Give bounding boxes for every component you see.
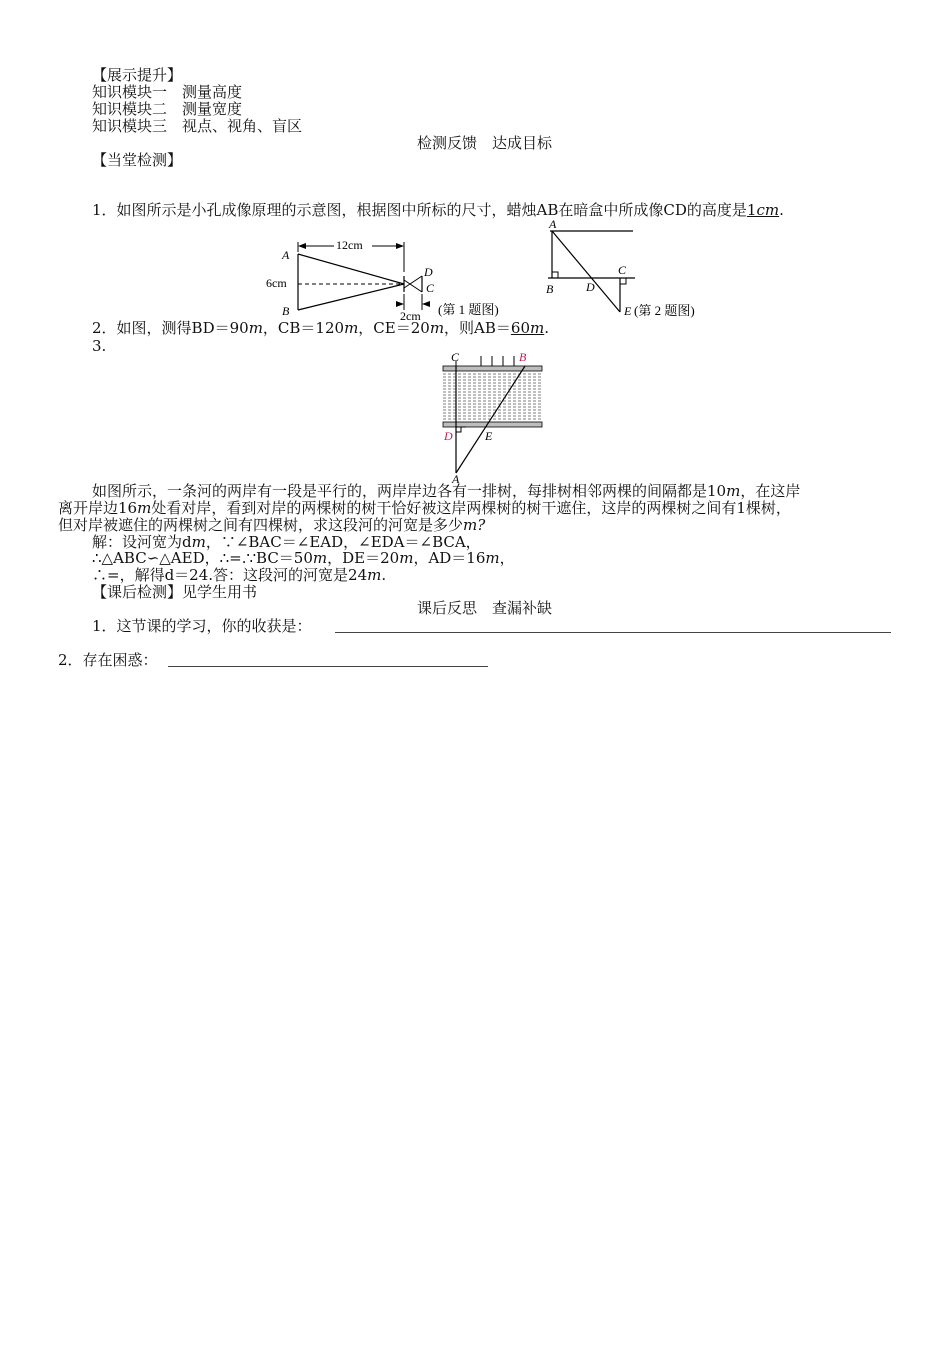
- fig3-label-d: D: [444, 429, 453, 443]
- question-1: 1．如图所示是小孔成像原理的示意图，根据图中所标的尺寸，蜡烛AB在暗盒中所成像CD的高度是1cm.: [92, 201, 784, 219]
- fig1-label-a: A: [282, 248, 290, 262]
- fig3-label-a: A: [452, 472, 460, 484]
- reflection-title: 课后反思 查漏补缺: [417, 599, 553, 617]
- module-3: 知识模块三 视点、视角、盲区: [92, 117, 303, 135]
- fig2-caption: (第 2 题图): [634, 303, 695, 318]
- fig3-label-c: C: [451, 350, 460, 364]
- question-3-line-2: 离开岸边16m处看对岸，看到对岸的两棵树的树干恰好被这岸两棵树的树干遮住，这岸的两棵树之间有1棵树，: [58, 499, 791, 517]
- fig2-label-a: A: [549, 218, 557, 231]
- fig1-label-b: B: [282, 304, 290, 318]
- reflection-1-blank[interactable]: [335, 632, 891, 633]
- solution-line-3: ∴=，解得d＝24.答：这段河的河宽是24m.: [92, 566, 387, 584]
- question-2-answer: 60m: [510, 319, 545, 337]
- solution-line-1: 解：设河宽为dm，∵∠BAC＝∠EAD，∠EDA＝∠BCA，: [92, 533, 481, 551]
- fig3-label-b: B: [519, 350, 527, 364]
- solution-line-2: ∴△ABC∽△AED，∴=.∵BC＝50m，DE＝20m，AD＝16m，: [92, 549, 515, 567]
- module-2: 知识模块二 测量宽度: [92, 100, 243, 118]
- fig2-label-b: B: [546, 282, 554, 296]
- fig1-dim-left: 6cm: [266, 276, 287, 290]
- module-1: 知识模块一 测量高度: [92, 83, 243, 101]
- after-class-heading: 【课后检测】见学生用书: [92, 583, 258, 601]
- fig2-label-c: C: [618, 263, 627, 277]
- question-2: 2．如图，测得BD＝90m，CB＝120m，CE＝20m，则AB＝60m.: [92, 319, 550, 337]
- question-3-number: 3.: [92, 337, 107, 355]
- question-3-line-3: 但对岸被遮住的两棵树之间有四棵树，求这段河的河宽是多少m?: [58, 516, 486, 534]
- figure-2-similar-triangles: [540, 218, 740, 324]
- fig2-label-d: D: [586, 280, 595, 294]
- reflection-2-label: 2．存在困惑：: [58, 651, 158, 669]
- class-test-heading: 【当堂检测】: [92, 151, 183, 169]
- figure-1-pinhole-diagram: [262, 232, 532, 322]
- figure-3-river-diagram: [430, 346, 555, 484]
- reflection-2-blank[interactable]: [168, 666, 488, 667]
- fig1-label-d: D: [424, 265, 433, 279]
- reflection-1-label: 1．这节课的学习，你的收获是：: [92, 617, 312, 635]
- showcase-heading: 【展示提升】: [92, 66, 183, 84]
- question-1-text: 1．如图所示是小孔成像原理的示意图，根据图中所标的尺寸，蜡烛AB在暗盒中所成像CD的高度是: [92, 201, 747, 219]
- fig1-label-c: C: [426, 281, 435, 295]
- fig1-dim-top: 12cm: [336, 238, 363, 252]
- question-1-answer: 1cm: [746, 201, 780, 219]
- fig1-caption: (第 1 题图): [438, 302, 499, 317]
- fig1-dim-bottom: 2cm: [400, 309, 421, 322]
- question-3-line-1: 如图所示，一条河的两岸有一段是平行的，两岸岸边各有一排树，每排树相邻两棵的间隔都是10m，在这岸: [92, 482, 801, 500]
- fig3-label-e: E: [485, 429, 493, 443]
- fig2-label-e: E: [624, 304, 632, 318]
- section-title: 检测反馈 达成目标: [417, 134, 553, 152]
